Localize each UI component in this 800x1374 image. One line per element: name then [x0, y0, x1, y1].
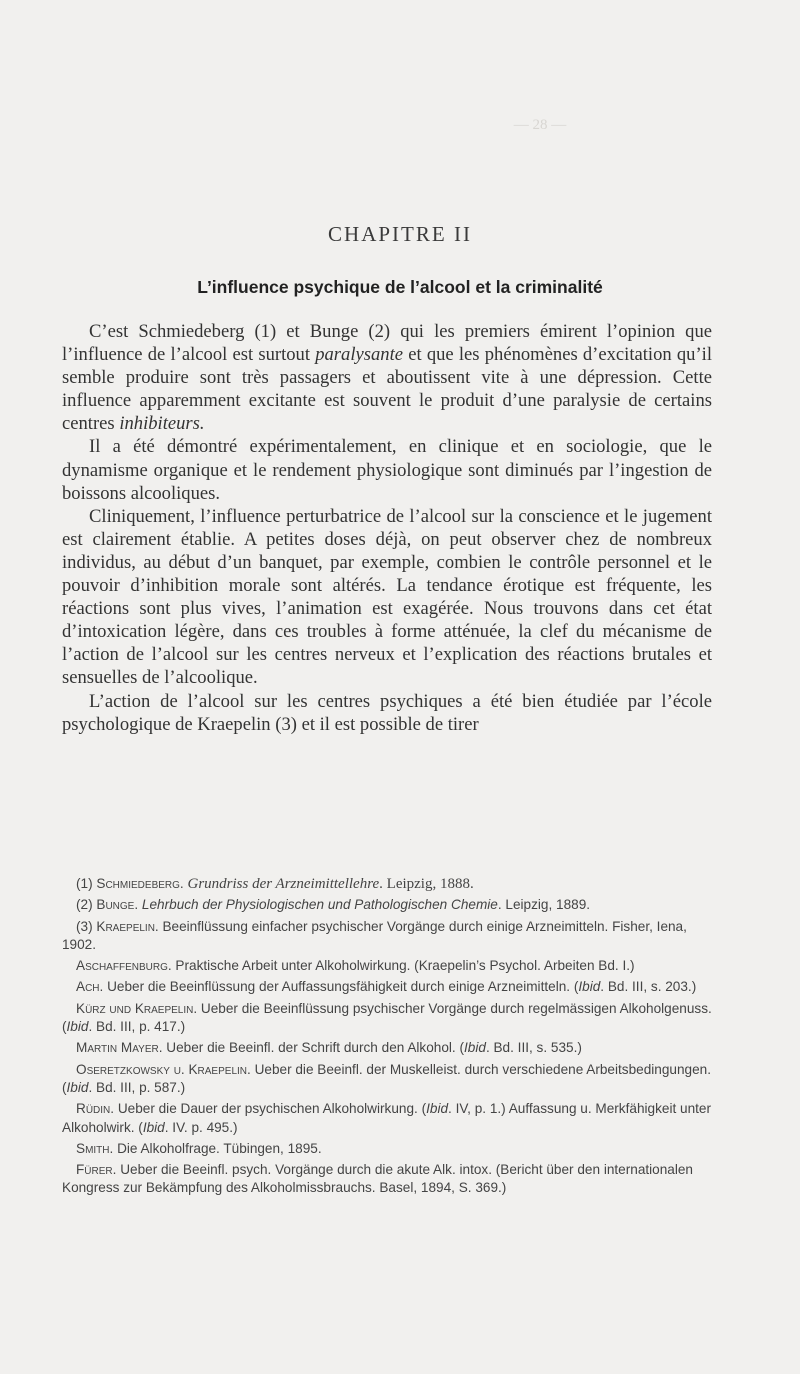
- body-text: [62, 320, 712, 736]
- bleed-through-text: [340, 115, 740, 135]
- footnote-1: (1) Schmiedeberg. Grundriss der Arzneimittellehre. Leipzig, 1888.: [76, 876, 474, 892]
- footnote-2: (2) Bunge. Lehrbuch der Physiologischen und Pathologischen Chemie. Leipzig, 1889.: [76, 897, 591, 913]
- chapter-title: CHAPITRE II: [328, 222, 472, 246]
- footnotes: [62, 875, 712, 1201]
- footnote-3: (3) Kraepelin. Beeinflüssung einfacher psychischer Vorgänge durch einige Arzneimitteln. Fisher, Iena, 1902.: [62, 918, 687, 952]
- footnote-4: Aschaffenburg. Praktische Arbeit unter Alkoholwirkung. (Kraepelin’s Psychol. Arbeiten Bd. I.): [76, 958, 635, 974]
- footnote-10: Smith. Die Alkoholfrage. Tübingen, 1895.: [76, 1140, 322, 1156]
- chapter-subtitle: L’influence psychique de l’alcool et la criminalité: [197, 277, 603, 297]
- bleed-page-number: — 28 —: [513, 117, 567, 133]
- footnote-9: Rüdin. Ueber die Dauer der psychischen Alkoholwirkung. (Ibid. IV, p. 1.) Auffassung u. Merkfähigkeit unter Alkoholwirk. (Ibid. IV. p. 495.): [62, 1101, 711, 1135]
- footnote-11: Fürer. Ueber die Beeinfl. psych. Vorgänge durch die akute Alk. intox. (Bericht über den internationalen Kongress zur Bekämpfung des Alkoholmissbrauchs. Basel, 1894, S. 369.): [62, 1162, 693, 1196]
- paragraph-2: Il a été démontré expérimentalement, en clinique et en sociologie, que le dynamisme organique et le rendement physiologique sont diminués par l’ingestion de boissons alcooliques.: [62, 436, 712, 504]
- paragraph-1: C’est Schmiedeberg (1) et Bunge (2) qui les premiers émirent l’opinion que l’influence de l’alcool est surtout paralysante et que les phénomènes d’excitation qu’il semble produire sont très passagers et aboutissent vite à une dépression. Cette influence apparemment excitante est souvent le produit d’une paralysie de certains centres inhibiteurs.: [62, 321, 713, 435]
- paragraph-4: L’action de l’alcool sur les centres psychiques a été bien étudiée par l’école psychologique de Kraepelin (3) et il est possible de tirer: [62, 690, 712, 735]
- footnote-6: Kürz und Kraepelin. Ueber die Beeinflüssung psychischer Vorgänge durch regelmässigen Alkoholgenuss. (Ibid. Bd. III, p. 417.): [62, 1000, 712, 1035]
- footnote-8: Oseretzkowsky u. Kraepelin. Ueber die Beeinfl. der Muskelleist. durch verschiedene Arbeitsbedingungen. (Ibid. Bd. III, p. 587.): [62, 1061, 711, 1095]
- paragraph-3: Cliniquement, l’influence perturbatrice de l’alcool sur la conscience et le jugement est clairement établie. A petites doses déjà, on peut observer chez de nombreux individus, au début d’un banquet, par exemple, combien le contrôle personnel et le pouvoir d’inhibition morale sont altérés. La tendance érotique est fréquente, les réactions sont plus vives, l’animation est exagérée. Nous trouvons dans cet état d’intoxication légère, dans ces troubles à forme atténuée, la clef du mécanisme de l’action de l’alcool sur les centres nerveux et l’explication des réactions brutales et sensuelles de l’alcoolique.: [62, 505, 712, 689]
- footnote-5: Ach. Ueber die Beeinflüssung der Auffassungsfähigkeit durch einige Arzneimitteln. (Ibid. Bd. III, s. 203.): [76, 979, 697, 995]
- footnote-7: Martin Mayer. Ueber die Beeinfl. der Schrift durch den Alkohol. (Ibid. Bd. III, s. 535.): [76, 1040, 582, 1056]
